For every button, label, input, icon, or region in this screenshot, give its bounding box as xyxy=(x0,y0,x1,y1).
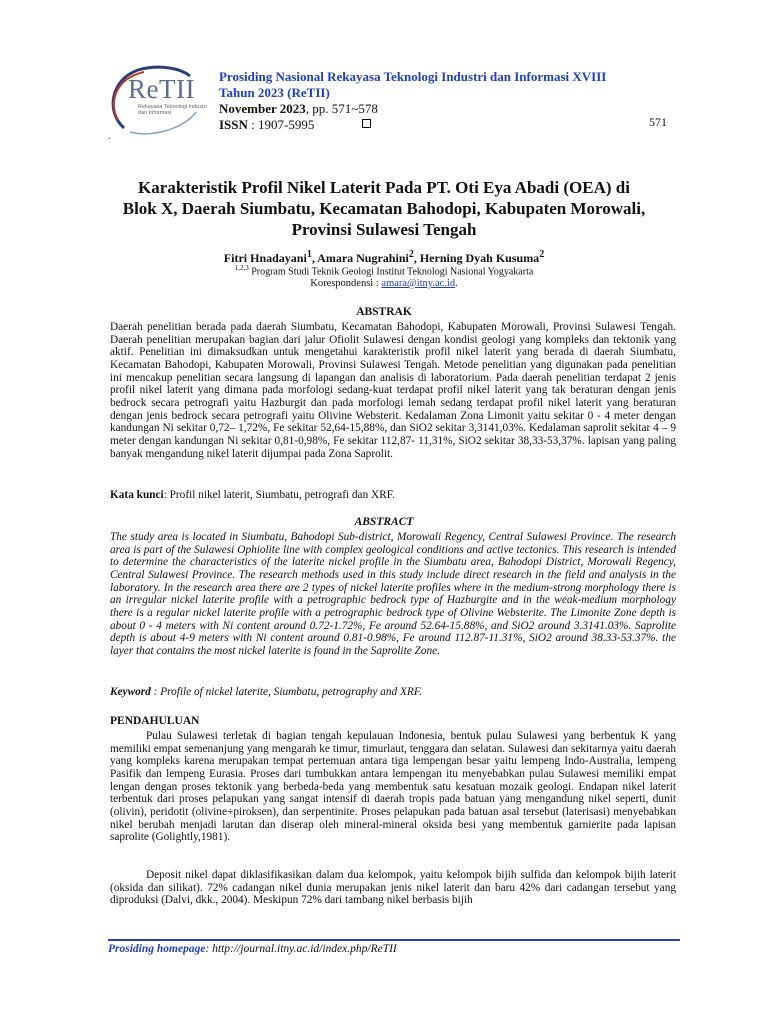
author-1: Fitri Hnadayani xyxy=(223,251,307,265)
abstrak-heading: ABSTRAK xyxy=(356,306,412,318)
retii-logo xyxy=(104,62,208,136)
proceeding-name: Prosiding Nasional Rekayasa Teknologi Industri dan Informasi XVIII xyxy=(219,69,607,84)
affiliation-text: Program Studi Teknik Geologi Institut Teknologi Nasional Yogyakarta xyxy=(248,266,534,278)
abstrak-text: Daerah penelitian berada pada daerah Siumbatu, Kecamatan Bahodopi, Kabupaten Morowali, Provinsi Sulawesi Tengah. Daerah penelitian merupakan bagian dari jalur Ofiolit Sulawesi dengan kondisi geologi yang kompleks dan tektonik yang aktif. Penelitian ini dimaksudkan untuk mengetahui karakteristik profil nikel laterit yang berada di daerah Siumbatu, Kecamatan Bahodopi, Kabupaten Morowali, Provinsi Sulawesi Tengah. Metode penelitian yang digunakan pada penelitian ini mencakup penelitian secara langsung di lapangan dan analisis di laboratorium. Pada daerah penelitian terdapat 2 jenis profil nikel laterit yang dimana pada morfologi sedang-kuat terdapat profil nikel laterit yang tak beraturan dengan jenis bedrock secara petrografi yaitu Hazburgit dan pada morfologi lemah sedang terdapat profil nikel laterit yang beraturan dengan jenis bedrock secara petrografi yaitu Olivine Websterit. Kedalaman Zona Limonit yaitu sekitar 0 - 4 meter dengan kandungan Ni sekitar 0,72– 1,72%, Fe sekitar 52,64-15,88%, dan SiO2 sekitar 3,3141,03%. Kedalaman saprolit sekitar 4 – 9 meter dengan kandungan Ni sekitar 0,81-0,98%, Fe sekitar 112,87- 11,31%, SiO2 sekitar 38,33-53,37%. lapisan yang paling banyak mengandung nikel laterit dijumpai pada Zona Saprolit. xyxy=(110,321,676,460)
pendahuluan-paragraph-2: Deposit nikel dapat diklasifikasikan dalam dua kelompok, yaitu kelompok bijih sulfida dan kelompok bijih laterit (oksida dan silikat). 72% cadangan nikel dunia merupakan jenis nikel laterit dan baru 42% dari cadangan tersebut yang diproduksi (Dalvi, dkk., 2004). Meskipun 72% dari tambang nikel berbasis bijih xyxy=(110,869,676,907)
abstrak-keyword-values: : Profil nikel laterit, Siumbatu, petrografi dan XRF. xyxy=(163,489,395,501)
footer xyxy=(108,943,397,955)
abstract-keyword-label: Keyword xyxy=(110,686,151,698)
issn-line xyxy=(219,117,699,133)
journal-header xyxy=(219,69,699,133)
abstrak-keywords xyxy=(110,489,676,502)
footer-label: Prosiding homepage xyxy=(108,943,206,955)
footer-divider xyxy=(108,939,680,941)
correspondence xyxy=(110,278,658,289)
abstract-keyword-values: : Profile of nickel laterite, Siumbatu, petrography and XRF. xyxy=(150,686,423,698)
checkbox-icon xyxy=(362,119,371,128)
author-3-sup: 2 xyxy=(539,249,545,260)
section-heading-pendahuluan: PENDAHULUAN xyxy=(110,715,200,727)
author-1-sup: 1 xyxy=(306,249,312,260)
abstract-heading: ABSTRACT xyxy=(354,516,414,528)
page-number: 571 xyxy=(649,115,667,129)
author-3: , Herning Dyah Kusuma xyxy=(413,251,540,265)
paper-title: Karakteristik Profil Nikel Laterit Pada PT. Oti Eya Abadi (OEA) di Blok X, Daerah Siumbatu, Kecamatan Bahodopi, Kabupaten Morowali, Provinsi Sulawesi Tengah xyxy=(122,178,646,239)
footer-homepage-link[interactable]: : http://journal.itny.ac.id/index.php/ReTII xyxy=(205,943,397,955)
logo-text: ReTII xyxy=(128,74,195,104)
issn-value: : 1907-5995 xyxy=(251,117,315,132)
page-range: , pp. 571~578 xyxy=(305,101,378,116)
correspondence-email-link[interactable]: amara@itny.ac.id xyxy=(381,278,456,289)
author-2-sup: 2 xyxy=(408,249,414,260)
proceeding-year: Tahun 2023 (ReTII) xyxy=(219,85,330,100)
affiliation xyxy=(110,264,658,277)
author-2: , Amara Nugrahini xyxy=(311,251,409,265)
logo-subtitle: Rekayasa Teknologi Industri dan Informasi xyxy=(138,104,207,116)
affiliation-sup: 1,2,3 xyxy=(234,264,249,272)
issue-line xyxy=(219,101,699,117)
header-bullet: . xyxy=(108,131,111,142)
correspondence-end: . xyxy=(455,278,458,289)
issue-date: November 2023 xyxy=(219,101,306,116)
abstract-text: The study area is located in Siumbatu, Bahodopi Sub-district, Morowali Regency, Central Sulawesi Province. The research area is part of the Sulawesi Ophiolite line with complex geological conditions and active tectonics. This research is intended to determine the characteristics of the laterite nickel profile in the Siumbatu area, Bahodopi District, Morowali Regency, Central Sulawesi Province. The research methods used in this study include direct research in the field and analysis in the laboratory. In the research area there are 2 types of nickel laterite profiles where in the medium-strong morphology there is an irregular nickel laterite profile with a petrographic bedrock type of Hazburgite and in the weak-medium morphology there is a regular nickel laterite profile with a petrographic bedrock type of Olivine Websterite. The Limonite Zone depth is about 0 - 4 meters with Ni content around 0.72-1.72%, Fe around 52.64-15.88%, and SiO2 around 3.3141.03%. Saprolite depth is about 4-9 meters with Ni content around 0.81-0.98%, Fe around 112.87-11.31%, SiO2 around 38.33-53.37%. the layer that contains the most nickel laterite is found in the Saprolite Zone. xyxy=(110,531,676,657)
abstrak-keyword-label: Kata kunci xyxy=(110,489,164,501)
abstract-keywords xyxy=(110,686,676,699)
correspondence-label: Korespondensi : xyxy=(310,278,382,289)
issn-label: ISSN xyxy=(219,117,248,132)
pendahuluan-paragraph-1: Pulau Sulawesi terletak di bagian tengah kepulauan Indonesia, bentuk pulau Sulawesi yang berbentuk K yang memiliki empat semenanjung yang mengarah ke timur, timurlaut, tenggara dan selatan. Sulawesi dan sekitarnya yaitu daerah yang kompleks karena merupakan tempat pertemuan antara tiga lempengan besar yaitu lempeng Indo-Australia, lempeng Pasifik dan lempeng Eurasia. Proses dari tumbukkan antara lempengan itu menyebabkan pulau Sulawesi memiliki empat lengan dengan proses tektonik yang berbeda-beda yang membentuk satu kesatuan mozaik geologi. Endapan nikel laterit terbentuk dari proses pelapukan yang sangat intensif di daerah tropis pada batuan yang mengandung nikel seperti, dunit (olivin), peridotit (olivine+piroksen), dan serpentinite. Proses pelapukan pada batuan asal tersebut (laterisasi) menyebabkan nikel berubah menjadi larutan dan diserap oleh mineral-mineral oksida besi yang membentuk garnierite pada lapisan saprolite (Golightly,1981). xyxy=(110,730,676,844)
